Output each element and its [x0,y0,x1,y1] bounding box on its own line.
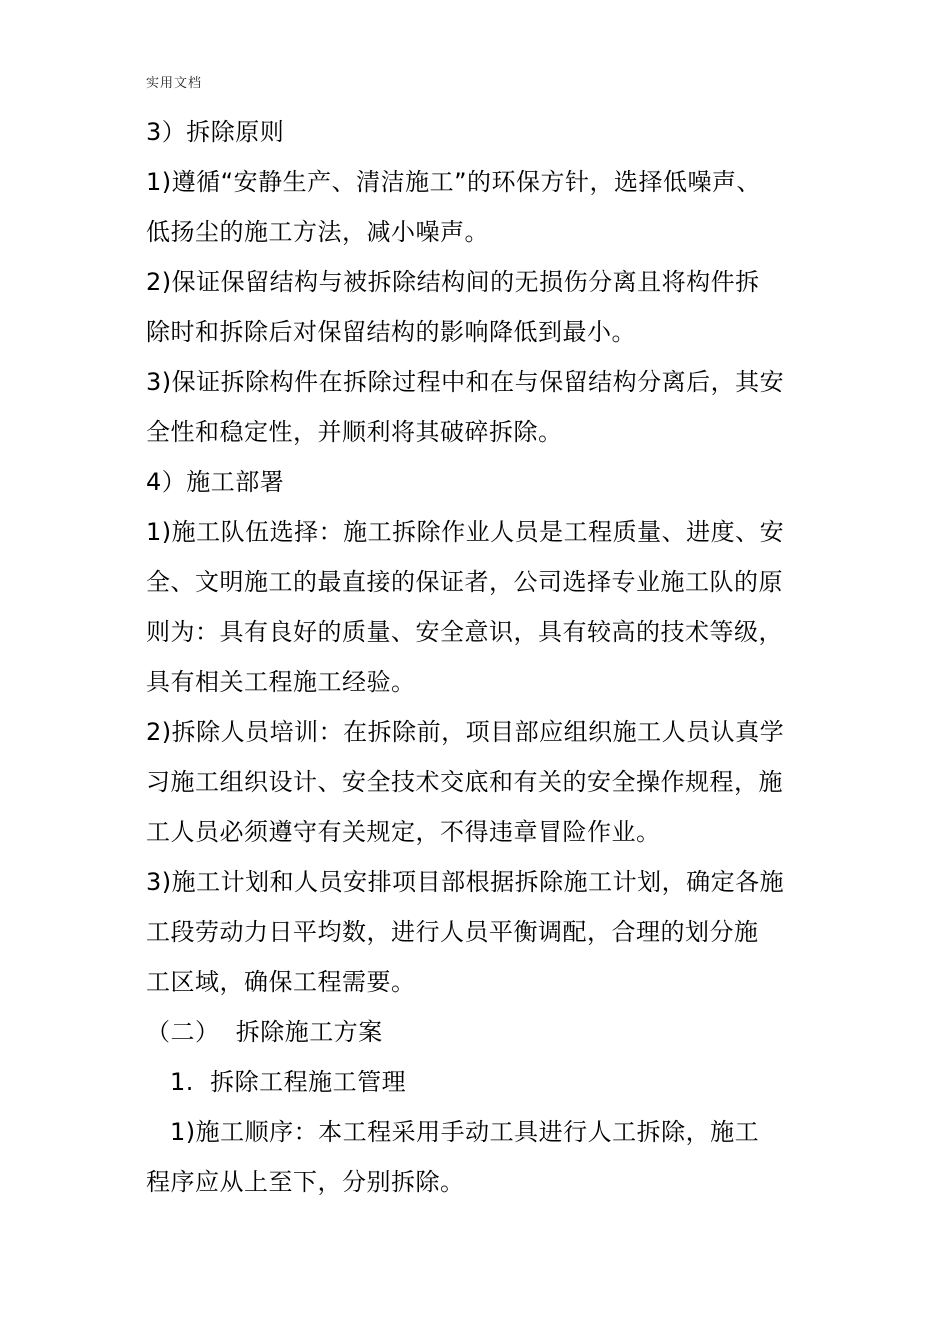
paragraph-line: 全性和稳定性，并顺利将其破碎拆除。 [146,418,563,446]
paragraph-line: 具有相关工程施工经验。 [146,668,416,696]
paragraph-line: 3)施工计划和人员安排项目部根据拆除施工计划，确定各施 [146,868,785,896]
paragraph-line: 习施工组织设计、安全技术交底和有关的安全操作规程，施 [146,768,783,796]
paragraph-line: 2)拆除人员培训：在拆除前，项目部应组织施工人员认真学 [146,718,785,746]
paragraph-line: 1)施工队伍选择：施工拆除作业人员是工程质量、进度、安 [146,518,785,546]
paragraph-line: 1)施工顺序：本工程采用手动工具进行人工拆除，施工 [170,1118,760,1146]
paragraph-line: 工人员必须遵守有关规定，不得违章冒险作业。 [146,818,661,846]
heading-construction-deployment: 4）施工部署 [146,468,285,496]
page-header: 实用文档 [146,76,203,91]
subsection-heading-demolition-management: 1. 拆除工程施工管理 [170,1068,407,1096]
paragraph-line: 3)保证拆除构件在拆除过程中和在与保留结构分离后，其安 [146,368,785,396]
section-heading-demolition-plan: （二） 拆除施工方案 [146,1018,383,1046]
paragraph-line: 除时和拆除后对保留结构的影响降低到最小。 [146,318,636,346]
paragraph-line: 1)遵循“安静生产、清洁施工”的环保方针，选择低噪声、 [146,168,761,196]
paragraph-line: 则为：具有良好的质量、安全意识，具有较高的技术等级， [146,618,783,646]
paragraph-line: 低扬尘的施工方法，减小噪声。 [146,218,489,246]
paragraph-line: 工段劳动力日平均数，进行人员平衡调配，合理的划分施 [146,918,759,946]
heading-demolition-principles: 3）拆除原则 [146,118,285,146]
paragraph-line: 工区域，确保工程需要。 [146,968,416,996]
paragraph-line: 2)保证保留结构与被拆除结构间的无损伤分离且将构件拆 [146,268,760,296]
paragraph-line: 全、文明施工的最直接的保证者，公司选择专业施工队的原 [146,568,783,596]
paragraph-line: 程序应从上至下，分别拆除。 [146,1168,465,1196]
